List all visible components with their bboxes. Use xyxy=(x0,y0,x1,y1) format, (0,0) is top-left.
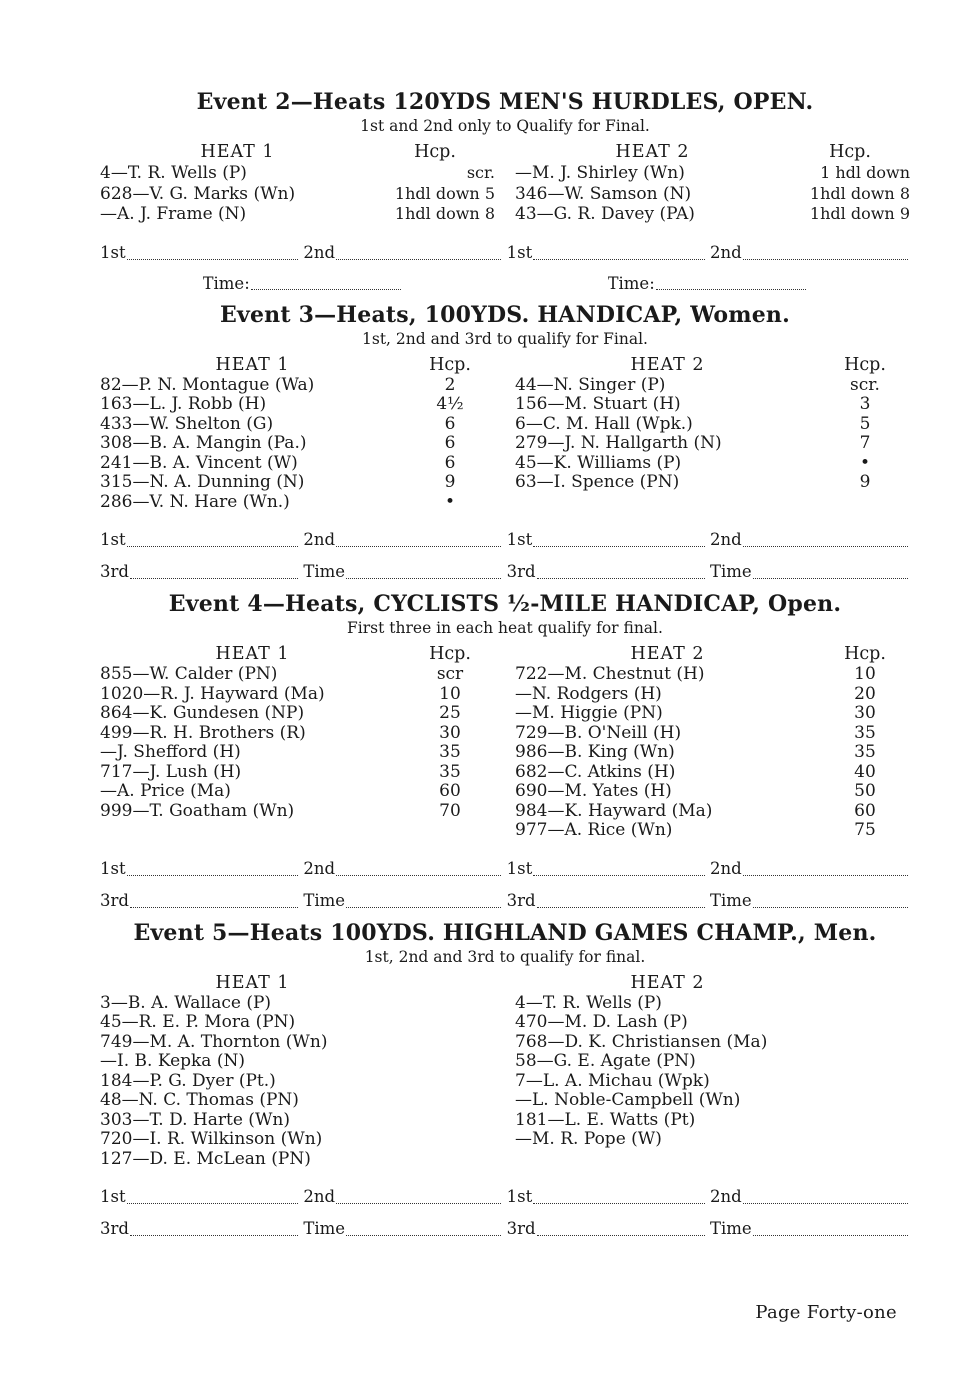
competitor-name: 690—M. Yates (H) xyxy=(515,782,672,801)
heat-header xyxy=(100,644,495,665)
entry-row xyxy=(515,724,910,744)
result-slot xyxy=(710,885,910,917)
handicap-value: 40 xyxy=(854,761,876,782)
handicap-label: Hcp. xyxy=(414,142,456,162)
heat-name: HEAT 1 xyxy=(215,354,290,375)
competitor-name: 628—V. G. Marks (Wn) xyxy=(100,184,296,204)
result-slot xyxy=(710,853,910,885)
result-slot xyxy=(100,556,300,588)
time-slot xyxy=(203,269,403,299)
result-label: 2nd xyxy=(709,242,742,262)
heat-column xyxy=(100,355,495,513)
handicap-value: 1hdl down 5 xyxy=(394,183,495,203)
handicap-value: 5 xyxy=(859,413,871,434)
competitor-name: —L. Noble-Campbell (Wn) xyxy=(515,1091,741,1110)
competitor-name: 4—T. R. Wells (P) xyxy=(100,164,247,183)
entry-row xyxy=(100,1072,495,1092)
dotted-line xyxy=(130,1213,298,1236)
competitor-name: —I. B. Kepka (N) xyxy=(100,1052,245,1071)
result-label: 1st xyxy=(100,530,126,549)
dotted-line xyxy=(336,237,501,260)
competitor-name: —M. Higgie (PN) xyxy=(515,704,663,723)
heats-container xyxy=(100,355,910,513)
competitor-name: 181—L. E. Watts (Pt) xyxy=(515,1110,696,1130)
result-label: 1st xyxy=(506,858,533,878)
heat-header xyxy=(515,142,910,163)
handicap-label: Hcp. xyxy=(829,142,871,162)
entry-row xyxy=(515,1130,910,1150)
handicap-value: 75 xyxy=(854,820,876,840)
result-slot xyxy=(100,853,300,885)
entry-row xyxy=(100,473,495,493)
results-block xyxy=(100,853,910,917)
dotted-line xyxy=(130,556,298,579)
result-label: Time xyxy=(709,890,752,910)
results-block xyxy=(100,524,910,588)
heat-name: HEAT 2 xyxy=(630,644,705,664)
handicap-value: 1 hdl down xyxy=(820,163,910,182)
entry-row xyxy=(100,1091,495,1111)
competitor-name: 279—J. N. Hallgarth (N) xyxy=(515,434,722,453)
entry-row xyxy=(100,994,495,1014)
entry-row xyxy=(515,1033,910,1053)
dotted-line xyxy=(743,853,908,876)
heat-header xyxy=(100,355,495,376)
entry-row xyxy=(100,1013,495,1033)
competitor-name: 986—B. King (Wn) xyxy=(515,743,675,762)
competitor-name: 82—P. N. Montague (Wa) xyxy=(100,375,315,395)
entry-row xyxy=(100,782,495,802)
results-block xyxy=(100,237,910,299)
result-slot xyxy=(100,885,300,917)
result-line xyxy=(100,556,910,588)
heat-name: HEAT 2 xyxy=(630,972,705,993)
dotted-line xyxy=(537,1213,705,1236)
result-slot xyxy=(507,853,707,885)
time-label: Time: xyxy=(607,273,655,293)
result-slot xyxy=(100,524,300,556)
competitor-name: 43—G. R. Davey (PA) xyxy=(515,205,695,224)
competitor-name: 63—I. Spence (PN) xyxy=(515,473,680,492)
competitor-name: 45—K. Williams (P) xyxy=(515,453,682,473)
result-slot xyxy=(507,556,707,588)
result-label: Time xyxy=(303,562,346,581)
event-subtitle: 1st, 2nd and 3rd to qualify for final. xyxy=(364,947,646,966)
handicap-label: Hcp. xyxy=(844,644,886,664)
competitor-name: —N. Rodgers (H) xyxy=(515,684,662,704)
entry-row xyxy=(100,1111,495,1131)
handicap-value: scr xyxy=(436,664,464,684)
entry-row xyxy=(515,802,910,822)
competitor-name: 156—M. Stuart (H) xyxy=(515,395,681,414)
result-slot xyxy=(710,556,910,588)
heat-column xyxy=(515,644,910,841)
result-slot xyxy=(710,524,910,556)
handicap-value: 7 xyxy=(859,433,871,453)
competitor-name: 308—B. A. Mangin (Pa.) xyxy=(100,434,307,453)
heat-column xyxy=(100,973,495,1170)
heat-column xyxy=(515,142,910,225)
result-label: 3rd xyxy=(100,890,129,910)
entry-row xyxy=(100,1033,495,1053)
event-title: Event 2—Heats 120YDS MEN'S HURDLES, OPEN. xyxy=(196,89,814,115)
result-slot xyxy=(710,1181,910,1213)
result-label: 1st xyxy=(100,858,126,878)
heats-container xyxy=(100,142,910,225)
competitor-name: 346—W. Samson (N) xyxy=(515,184,692,204)
result-slot xyxy=(303,1181,503,1213)
handicap-value: • xyxy=(444,491,456,512)
event-section xyxy=(100,590,910,917)
entry-row xyxy=(100,454,495,474)
result-slot xyxy=(100,1181,300,1213)
result-slot xyxy=(710,237,910,269)
result-label: 3rd xyxy=(100,562,129,581)
competitor-name: 682—C. Atkins (H) xyxy=(515,762,676,782)
dotted-line xyxy=(127,237,298,260)
competitor-name: 127—D. E. McLean (PN) xyxy=(100,1149,311,1169)
competitor-name: 1020—R. J. Hayward (Ma) xyxy=(100,684,325,704)
event-subtitle: 1st and 2nd only to Qualify for Final. xyxy=(360,117,650,135)
result-slot xyxy=(303,556,503,588)
handicap-value: 60 xyxy=(439,781,461,801)
competitor-name: 717—J. Lush (H) xyxy=(100,762,242,782)
dotted-line xyxy=(533,524,704,547)
entry-row xyxy=(100,763,495,783)
result-line xyxy=(100,885,910,917)
entry-row xyxy=(515,376,910,396)
dotted-line xyxy=(346,885,501,908)
dotted-line xyxy=(127,524,298,547)
entry-row xyxy=(100,724,495,744)
competitor-name: 241—B. A. Vincent (W) xyxy=(100,453,298,473)
competitor-name: 768—D. K. Christiansen (Ma) xyxy=(515,1032,768,1052)
handicap-value: 70 xyxy=(439,800,461,821)
heat-name: HEAT 2 xyxy=(615,142,690,162)
handicap-value: 1hdl down 8 xyxy=(394,204,495,223)
result-slot xyxy=(507,524,707,556)
page-number: Page Forty-one xyxy=(755,1302,897,1323)
entry-row xyxy=(515,1072,910,1092)
entry-row xyxy=(100,204,495,225)
result-slot xyxy=(507,1213,707,1245)
entry-row xyxy=(100,184,495,205)
handicap-value: scr. xyxy=(850,374,880,395)
dotted-line xyxy=(336,853,501,876)
competitor-name: —A. Price (Ma) xyxy=(100,782,231,801)
heat-column xyxy=(515,355,910,513)
result-label: 2nd xyxy=(303,858,336,878)
entry-row xyxy=(515,434,910,454)
entry-row xyxy=(515,1052,910,1072)
result-label: 3rd xyxy=(506,1219,536,1238)
competitor-name: —M. R. Pope (W) xyxy=(515,1130,662,1149)
dotted-line xyxy=(346,556,501,579)
entry-row xyxy=(515,994,910,1014)
handicap-value: 35 xyxy=(439,742,461,762)
handicap-value: scr. xyxy=(466,163,495,182)
competitor-name: —A. J. Frame (N) xyxy=(100,205,247,224)
competitor-name: 499—R. H. Brothers (R) xyxy=(100,723,306,743)
dotted-line xyxy=(743,237,908,260)
result-slot xyxy=(100,237,300,269)
entry-row xyxy=(100,163,495,184)
handicap-value: 30 xyxy=(439,722,461,743)
dotted-line xyxy=(533,1181,704,1204)
entry-row xyxy=(515,1013,910,1033)
entry-row xyxy=(515,395,910,415)
entry-row xyxy=(515,454,910,474)
entry-row xyxy=(100,1150,495,1170)
entry-row xyxy=(100,802,495,822)
result-line xyxy=(100,853,910,885)
dotted-line xyxy=(127,853,298,876)
result-label: 2nd xyxy=(709,530,742,549)
heat-header xyxy=(100,973,495,994)
handicap-value: 4½ xyxy=(436,394,464,414)
result-label: 1st xyxy=(506,530,533,549)
result-slot xyxy=(303,524,503,556)
dotted-line xyxy=(743,1181,908,1204)
competitor-name: 977—A. Rice (Wn) xyxy=(515,821,673,840)
entry-row xyxy=(515,704,910,724)
handicap-value: 1hdl down 8 xyxy=(809,183,910,203)
competitor-name: 163—L. J. Robb (H) xyxy=(100,395,267,414)
handicap-value: 50 xyxy=(854,781,876,801)
dotted-line xyxy=(743,524,908,547)
entry-row xyxy=(515,415,910,435)
dotted-line xyxy=(336,1181,501,1204)
dotted-line xyxy=(753,885,908,908)
dotted-line xyxy=(753,556,908,579)
result-slot xyxy=(710,1213,910,1245)
dotted-line xyxy=(537,556,705,579)
dotted-line xyxy=(130,885,298,908)
handicap-value: 10 xyxy=(439,683,461,704)
result-slot xyxy=(100,1213,300,1245)
time-line xyxy=(100,269,910,299)
entry-row xyxy=(100,704,495,724)
entry-row xyxy=(515,821,910,841)
entry-row xyxy=(100,743,495,763)
entry-row xyxy=(515,782,910,802)
entry-row xyxy=(100,1130,495,1150)
heat-name: HEAT 1 xyxy=(215,644,290,664)
competitor-name: 184—P. G. Dyer (Pt.) xyxy=(100,1071,276,1091)
dotted-line xyxy=(127,1181,298,1204)
result-label: 2nd xyxy=(709,1187,742,1206)
entry-row xyxy=(100,434,495,454)
competitor-name: 433—W. Shelton (G) xyxy=(100,414,274,434)
entry-row xyxy=(515,1091,910,1111)
dotted-line xyxy=(656,269,806,290)
competitor-name: 720—I. R. Wilkinson (Wn) xyxy=(100,1130,323,1149)
heat-header xyxy=(515,973,910,994)
entry-row xyxy=(515,184,910,205)
result-label: 2nd xyxy=(709,858,742,878)
entry-row xyxy=(515,204,910,225)
entry-row xyxy=(100,376,495,396)
entry-row xyxy=(515,163,910,184)
result-label: 2nd xyxy=(303,530,336,549)
handicap-value: 2 xyxy=(444,374,456,395)
result-line xyxy=(100,237,910,269)
handicap-value: 20 xyxy=(854,683,876,704)
result-slot xyxy=(303,885,503,917)
result-line xyxy=(100,1181,910,1213)
competitor-name: 722—M. Chestnut (H) xyxy=(515,665,705,684)
competitor-name: —M. J. Shirley (Wn) xyxy=(515,164,685,183)
handicap-value: 25 xyxy=(439,703,461,723)
result-label: 1st xyxy=(506,242,533,262)
handicap-value: 6 xyxy=(444,413,456,434)
entry-row xyxy=(100,1052,495,1072)
competitor-name: 864—K. Gundesen (NP) xyxy=(100,704,305,723)
entry-row xyxy=(515,1111,910,1131)
competitor-name: 984—K. Hayward (Ma) xyxy=(515,801,713,821)
heat-column xyxy=(515,973,910,1170)
result-label: 1st xyxy=(100,242,126,262)
heat-column xyxy=(100,142,495,225)
result-slot xyxy=(303,853,503,885)
entry-row xyxy=(515,473,910,493)
competitor-name: 729—B. O'Neill (H) xyxy=(515,723,682,743)
result-label: Time xyxy=(303,890,346,910)
handicap-value: 1hdl down 9 xyxy=(809,204,910,223)
competitor-name: 315—N. A. Dunning (N) xyxy=(100,473,305,492)
event-title: Event 5—Heats 100YDS. HIGHLAND GAMES CHAMP., Men. xyxy=(133,919,877,946)
handicap-value: 10 xyxy=(854,664,876,684)
competitor-name: 3—B. A. Wallace (P) xyxy=(100,993,272,1013)
handicap-value: 9 xyxy=(859,472,871,492)
heat-name: HEAT 1 xyxy=(215,972,290,993)
entry-row xyxy=(100,685,495,705)
handicap-value: 35 xyxy=(439,761,461,782)
handicap-value: 35 xyxy=(854,722,876,743)
handicap-value: 3 xyxy=(859,394,871,414)
competitor-name: 58—G. E. Agate (PN) xyxy=(515,1052,696,1071)
heats-container xyxy=(100,644,910,841)
competitor-name: 999—T. Goatham (Wn) xyxy=(100,801,295,821)
handicap-value: • xyxy=(859,452,871,473)
heat-name: HEAT 1 xyxy=(200,142,275,162)
result-label: Time xyxy=(709,1219,752,1238)
competitor-name: 286—V. N. Hare (Wn.) xyxy=(100,492,290,512)
entry-row xyxy=(515,763,910,783)
event-section xyxy=(100,301,910,589)
dotted-line xyxy=(336,524,501,547)
entry-row xyxy=(515,743,910,763)
dotted-line xyxy=(533,237,704,260)
handicap-label: Hcp. xyxy=(429,644,471,664)
entry-row xyxy=(100,493,495,513)
result-slot xyxy=(507,237,707,269)
competitor-name: 48—N. C. Thomas (PN) xyxy=(100,1091,299,1110)
competitor-name: 470—M. D. Lash (P) xyxy=(515,1013,688,1032)
results-block xyxy=(100,1181,910,1245)
result-label: Time xyxy=(303,1219,346,1238)
handicap-label: Hcp. xyxy=(429,354,471,375)
entry-row xyxy=(100,395,495,415)
heats-container xyxy=(100,973,910,1170)
entry-row xyxy=(515,665,910,685)
heat-header xyxy=(515,355,910,376)
result-label: Time xyxy=(709,562,752,581)
result-slot xyxy=(507,885,707,917)
dotted-line xyxy=(251,269,401,290)
result-label: 3rd xyxy=(506,562,536,581)
result-label: 2nd xyxy=(303,242,336,262)
result-line xyxy=(100,1213,910,1245)
dotted-line xyxy=(346,1213,501,1236)
event-section xyxy=(100,88,910,299)
handicap-value: 35 xyxy=(854,742,876,762)
entry-row xyxy=(100,665,495,685)
handicap-value: 60 xyxy=(854,800,876,821)
event-title: Event 3—Heats, 100YDS. HANDICAP, Women. xyxy=(220,301,790,328)
result-slot xyxy=(303,1213,503,1245)
heat-header xyxy=(100,142,495,163)
event-subtitle: First three in each heat qualify for final. xyxy=(347,619,663,637)
competitor-name: 44—N. Singer (P) xyxy=(515,375,666,395)
result-slot xyxy=(303,237,503,269)
dotted-line xyxy=(537,885,705,908)
handicap-value: 9 xyxy=(444,472,456,492)
heat-name: HEAT 2 xyxy=(630,354,705,375)
handicap-value: 30 xyxy=(854,703,876,723)
competitor-name: 6—C. M. Hall (Wpk.) xyxy=(515,414,693,434)
event-title: Event 4—Heats, CYCLISTS ½-MILE HANDICAP, Open. xyxy=(168,591,842,617)
entry-row xyxy=(515,685,910,705)
handicap-value: 6 xyxy=(444,433,456,453)
competitor-name: 749—M. A. Thornton (Wn) xyxy=(100,1032,328,1052)
time-label: Time: xyxy=(202,273,250,293)
result-line xyxy=(100,524,910,556)
result-label: 2nd xyxy=(303,1187,336,1206)
entry-row xyxy=(100,415,495,435)
result-label: 1st xyxy=(506,1187,533,1206)
dotted-line xyxy=(533,853,704,876)
competitor-name: 45—R. E. P. Mora (PN) xyxy=(100,1013,296,1032)
time-slot xyxy=(608,269,808,299)
event-subtitle: 1st, 2nd and 3rd to qualify for Final. xyxy=(362,329,648,348)
program-page xyxy=(100,88,910,1247)
event-section xyxy=(100,919,910,1246)
competitor-name: 4—T. R. Wells (P) xyxy=(515,993,662,1013)
result-label: 3rd xyxy=(506,890,536,910)
handicap-label: Hcp. xyxy=(844,354,886,375)
competitor-name: 855—W. Calder (PN) xyxy=(100,665,278,684)
competitor-name: 7—L. A. Michau (Wpk) xyxy=(515,1071,710,1091)
dotted-line xyxy=(753,1213,908,1236)
handicap-value: 6 xyxy=(444,452,456,473)
result-slot xyxy=(507,1181,707,1213)
result-label: 1st xyxy=(100,1187,126,1206)
competitor-name: —J. Shefford (H) xyxy=(100,743,241,762)
competitor-name: 303—T. D. Harte (Wn) xyxy=(100,1110,290,1130)
heat-header xyxy=(515,644,910,665)
heat-column xyxy=(100,644,495,841)
result-label: 3rd xyxy=(100,1219,129,1238)
